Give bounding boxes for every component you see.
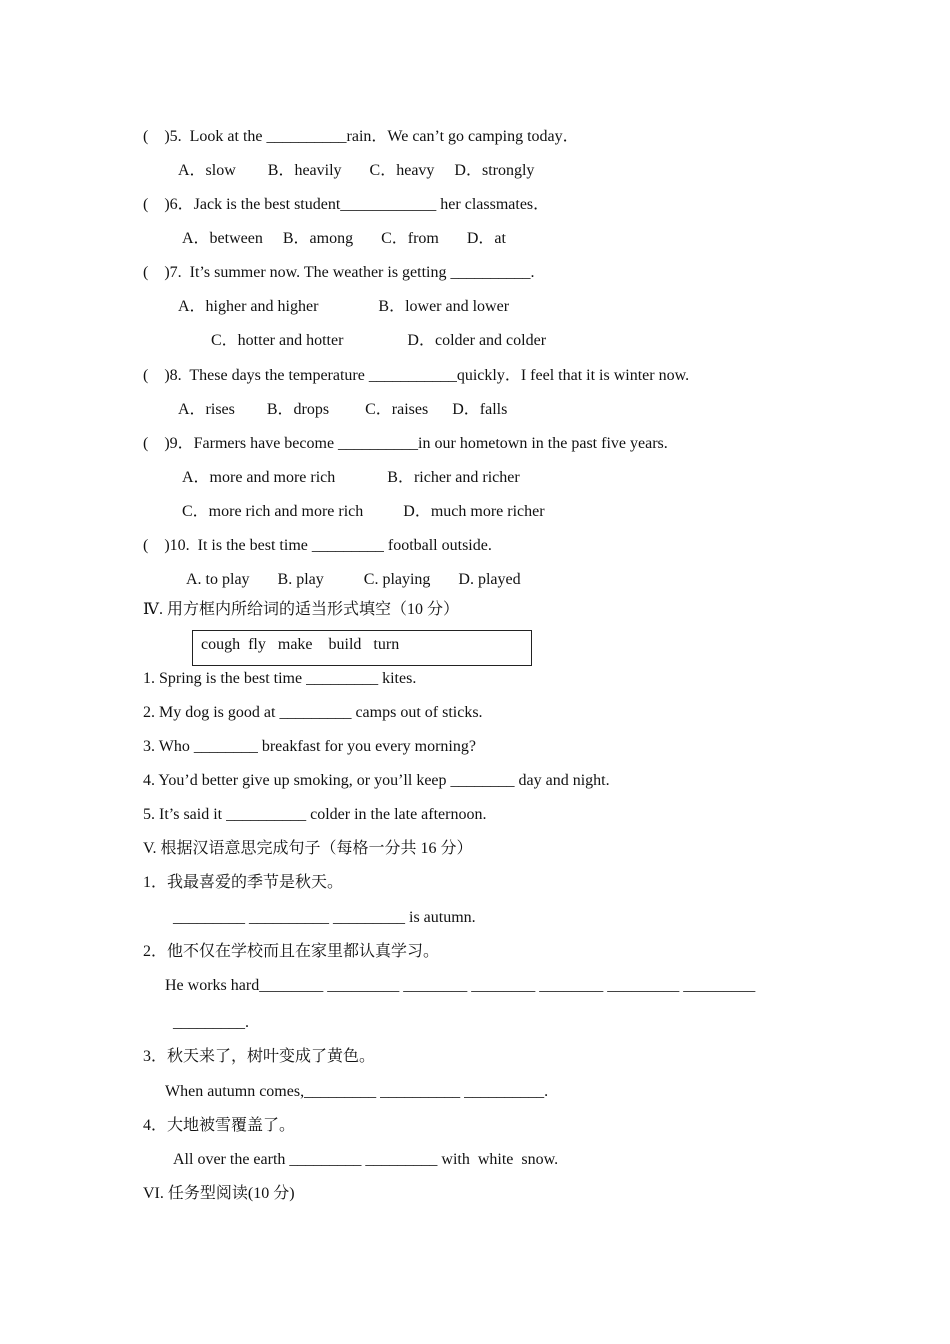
question-7: ( )7. It’s summer now. The weather is getting __________.: [143, 264, 535, 281]
fill-item-2: 2. My dog is good at _________ camps out of sticks.: [143, 704, 483, 721]
fill-item-3: 3. Who ________ breakfast for you every morning?: [143, 738, 476, 755]
fill-item-5: 5. It’s said it __________ colder in the late afternoon.: [143, 806, 487, 823]
question-7-options-ab: A．higher and higher B．lower and lower: [178, 298, 510, 315]
section-vi-heading: VI. 任务型阅读(10 分): [143, 1185, 295, 1202]
translate-item-4: 4．大地被雪覆盖了。: [143, 1117, 296, 1134]
section-iv-heading: Ⅳ. 用方框内所给词的适当形式填空（10 分）: [143, 601, 459, 618]
translate-item-2: 2．他不仅在学校而且在家里都认真学习。: [143, 943, 440, 960]
translate-item-2-answer: He works hard________ _________ ________ ________ ________ _________ _________: [165, 977, 756, 994]
question-6-options: A．between B．among C．from D．at: [182, 230, 506, 247]
translate-item-3-answer: When autumn comes,_________ __________ __________.: [165, 1083, 549, 1100]
question-9-options-ab: A．more and more rich B．richer and richer: [182, 469, 520, 486]
question-9-options-cd: C．more rich and more rich D．much more richer: [182, 503, 545, 520]
question-10: ( )10. It is the best time _________ football outside.: [143, 537, 492, 554]
question-8-options: A．rises B．drops C．raises D．falls: [178, 401, 508, 418]
question-6: ( )6．Jack is the best student____________ her classmates．: [143, 196, 550, 213]
translate-item-1-answer: _________ __________ _________ is autumn.: [173, 909, 476, 926]
question-10-options: A. to play B. play C. playing D. played: [186, 571, 521, 588]
question-7-options-cd: C．hotter and hotter D．colder and colder: [211, 332, 547, 349]
word-box: [192, 630, 532, 666]
question-5: ( )5. Look at the __________rain．We can’t go camping today．: [143, 128, 579, 145]
translate-item-4-answer: All over the earth _________ _________ with white snow.: [173, 1151, 559, 1168]
section-v-heading: V. 根据汉语意思完成句子（每格一分共 16 分）: [143, 840, 473, 857]
question-5-options: A．slow B．heavily C．heavy D．strongly: [178, 162, 535, 179]
translate-item-3: 3．秋天来了，树叶变成了黄色。: [143, 1048, 376, 1065]
fill-item-4: 4. You’d better give up smoking, or you’ll keep ________ day and night.: [143, 772, 610, 789]
question-9: ( )9．Farmers have become __________in our hometown in the past five years.: [143, 435, 668, 452]
fill-item-1: 1. Spring is the best time _________ kites.: [143, 670, 417, 687]
translate-item-2-answer-cont: _________.: [173, 1014, 249, 1031]
translate-item-1: 1．我最喜爱的季节是秋天。: [143, 874, 344, 891]
word-box-words: cough fly make build turn: [201, 636, 400, 653]
question-8: ( )8. These days the temperature ___________quickly．I feel that it is winter now.: [143, 367, 690, 384]
